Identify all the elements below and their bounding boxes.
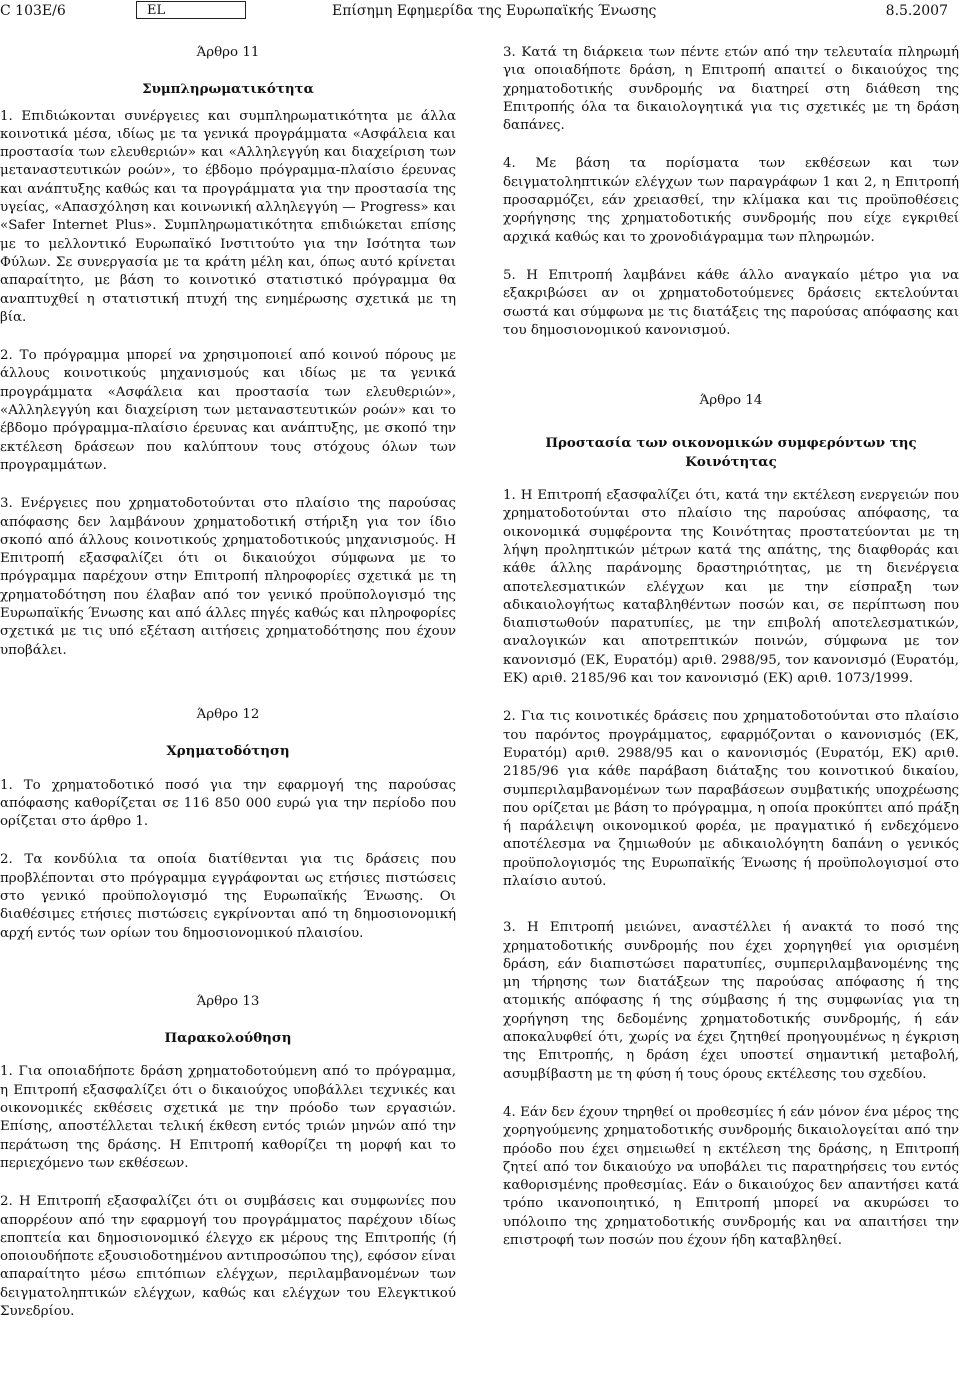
journal-title: Επίσημη Εφημερίδα της Ευρωπαϊκής Ένωσης	[332, 3, 657, 19]
article-14-paragraph-4: 4. Εάν δεν έχουν τηρηθεί οι προθεσμίες ή εάν μόνον ένα μέρος της χορηγούμενης χρηματοδοτικής συνδρομής δικαιολογείται από την πρόοδο που έχει σημειωθεί η εκτέλεση της δράσης, η Επιτροπή ζητεί από τον δικαιούχο να υποβάλει τις παρατηρήσεις του εντός καθορισμένης προθεσμίας. Εάν ο δικαιούχος δεν απαντήσει κατά τρόπο ικανοποιητικό, η Επιτροπή μπορεί να ακυρώσει το υπόλοιπο της χρηματοδοτικής συνδρομής και να απαιτήσει την επιστροφή των ποσών που έχουν ήδη καταβληθεί.	[503, 1104, 959, 1249]
article-12-title: Χρηματοδότηση	[166, 743, 290, 760]
article-11-number: Άρθρο 11	[196, 45, 260, 60]
language-box: EL	[136, 1, 246, 19]
right-column	[503, 44, 959, 1270]
article-14-paragraph-3: 3. Η Επιτροπή μειώνει, αναστέλλει ή ανακτά το ποσό της χρηματοδοτικής συνδρομής που έχει χορηγηθεί για ορισμένη δράση, εάν διαπιστώσει παρατυπίες, συμπεριλαμβανομένης της μη τήρησης των διατάξεων της παρούσας απόφασης ή της ατομικής απόφασης ή της σύμβασης ή της συμφωνίας για τη χορήγηση της δεδομένης χρηματοδοτικής συνδρομής, ή εάν αποκαλυφθεί ότι, χωρίς να έχει ζητηθεί προηγουμένως η έγκριση της Επιτροπής, η δράση έχει υποστεί σημαντική μεταβολή, ασυμβίβαστη με τη φύση ή τους όρους εκτέλεσης του σχεδίου.	[503, 920, 959, 1082]
article-13-number: Άρθρο 13	[196, 993, 260, 1009]
article-14-number: Άρθρο 14	[699, 393, 763, 409]
article-13-paragraph-5: 5. Η Επιτροπή λαμβάνει κάθε άλλο αναγκαίο μέτρο για να εξακριβώσει αν οι χρηματοδοτούμενες δράσεις εκτελούνται σωστά και σύμφωνα με τις διατάξεις της παρούσας απόφασης και του δημοσιονομικού κανονισμού.	[503, 267, 959, 338]
left-column	[0, 44, 456, 1341]
journal-code: C 103E/6	[0, 3, 66, 19]
article-11-paragraph-3: 3. Ενέργειες που χρηματοδοτούνται στο πλαίσιο της παρούσας απόφασης δεν λαμβάνουν χρηματοδοτική στήριξη για τον ίδιο σκοπό από άλλους κοινοτικούς χρηματοδοτικούς μηχανισμούς. Η Επιτροπή εξασφαλίζει ότι οι δικαιούχοι σύμφωνα με το πρόγραμμα παρέχουν στην Επιτροπή πληροφορίες σχετικά με τη χρηματοδότηση που έλαβαν από τον γενικό προϋπολογισμό της Ευρωπαϊκής Ένωσης και από άλλες πηγές καθώς και πληροφορίες σχετικά με τις υπό εξέταση αιτήσεις χρηματοδότησης που έχουν υποβάλει.	[0, 496, 456, 658]
page-header	[0, 0, 960, 22]
article-14-paragraph-1: 1. Η Επιτροπή εξασφαλίζει ότι, κατά την εκτέλεση ενεργειών που χρηματοδοτούνται στο πλαίσιο της παρούσας απόφασης, τα οικονομικά συμφέροντα της Κοινότητας προστατεύονται με τη λήψη προληπτικών μέτρων κατά της απάτης, της διαφθοράς και κάθε άλλης παράνομης δραστηριότητας, με τη διενέργεια αποτελεσματικών ελέγχων και με την είσπραξη των αδικαιολογήτως καταβληθέντων ποσών και, σε περίπτωση που διαπιστωθούν παρατυπίες, με την επιβολή αποτελεσματικών, αναλογικών και αποτρεπτικών ποινών, σύμφωνα με τον κανονισμό (ΕΚ, Ευρατόμ) αριθ. 2988/95, τον κανονισμό (Ευρατόμ, ΕΚ) αριθ. 2185/96 και τον κανονισμό (ΕΚ) αριθ. 1073/1999.	[503, 488, 959, 687]
article-12-paragraph-2: 2. Τα κονδύλια τα οποία διατίθενται για τις δράσεις που προβλέπονται στο πρόγραμμα εγγράφονται ως ετήσιες πιστώσεις στο γενικό προϋπολογισμό της Ευρωπαϊκής Ένωσης. Οι διαθέσιμες ετήσιες πιστώσεις εγκρίνονται από τη δημοσιονομική αρχή εντός των ορίων του δημοσιονομικού πλαισίου.	[0, 852, 456, 941]
article-11-paragraph-1: 1. Επιδιώκονται συνέργειες και συμπληρωματικότητα με άλλα κοινοτικά μέσα, ιδίως με τα γενικά προγράμματα «Ασφάλεια και προστασία των ελευθεριών» και «Αλληλεγγύη και διαχείριση των μεταναστευτικών ροών», το έβδομο πρόγραμμα-πλαίσιο έρευνας και ανάπτυξης καθώς και τα προγράμματα για την προστασία της υγείας, «Απασχόληση και κοινωνική αλληλεγγύη — Progress» και «Safer Internet Plus». Συμπληρωματικότητα επιδιώκεται επίσης με το μελλοντικό Ευρωπαϊκό Ινστιτούτο για την Ισότητα των Φύλων. Σε συνεργασία με τα κράτη μέλη και, όπως αυτό κρίνεται απαραίτητο, με βάση το κοινοτικό στατιστικό πρόγραμμα θα αναπτυχθεί η στατιστική πτυχή της ενημέρωσης σχετικά με τη βία.	[0, 108, 456, 325]
article-11-paragraph-2: 2. Το πρόγραμμα μπορεί να χρησιμοποιεί από κοινού πόρους με άλλους κοινοτικούς μηχανισμούς και ιδίως με τα γενικά προγράμματα «Ασφάλεια και προστασία των ελευθεριών», «Αλληλεγγύη και διαχείριση των μεταναστευτικών ροών» και το έβδομο πρόγραμμα-πλαίσιο έρευνας και ανάπτυξης, με σκοπό την εκτέλεση δράσεων που καλύπτουν τους στόχους όλων των προγραμμάτων.	[0, 348, 456, 473]
article-13-title: Παρακολούθηση	[164, 1030, 292, 1047]
article-12-paragraph-1: 1. Το χρηματοδοτικό ποσό για την εφαρμογή της παρούσας απόφασης καθορίζεται σε 116 850 000 ευρώ για την περίοδο που ορίζεται στο άρθρο 1.	[0, 777, 456, 830]
article-13-paragraph-3: 3. Κατά τη διάρκεια των πέντε ετών από την τελευταία πληρωμή για οποιαδήποτε δράση, η Επιτροπή απαιτεί ο δικαιούχος της χρηματοδοτικής συνδρομής να διατηρεί στη διάθεση της Επιτροπής όλα τα δικαιολογητικά για τις σχετικές με τη δράση δαπάνες.	[503, 45, 959, 134]
article-14-title: Προστασία των οικονομικών συμφερόντων της Κοινότητας	[545, 435, 917, 470]
issue-date: 8.5.2007	[885, 3, 948, 19]
article-13-paragraph-2: 2. Η Επιτροπή εξασφαλίζει ότι οι συμβάσεις και συμφωνίες που απορρέουν από την εφαρμογή του προγράμματος παρέχουν ιδίως εποπτεία και δημοσιονομικό έλεγχο εκ μέρους της Επιτροπής (ή οποιουδήποτε εξουσιοδοτημένου αντιπροσώπου της), εφόσον είναι απαραίτητο μέσω επιτόπιων ελέγχων, περιλαμβανομένων των δειγματοληπτικών ελέγχων, καθώς και ελέγχων του Ελεγκτικού Συνεδρίου.	[0, 1194, 456, 1320]
article-11-title: Συμπληρωματικότητα	[142, 81, 314, 98]
article-12-number: Άρθρο 12	[196, 706, 260, 722]
article-13-paragraph-4: 4. Με βάση τα πορίσματα των εκθέσεων και των δειγματοληπτικών ελέγχων των παραγράφων 1 και 2, η Επιτροπή προσαρμόζει, εάν χρειασθεί, την κλίμακα και τις προϋποθέσεις χορήγησης της χρηματοδοτικής συνδρομής που είχε εγκριθεί αρχικά καθώς και το χρονοδιάγραμμα των πληρωμών.	[503, 156, 959, 245]
article-13-paragraph-1: 1. Για οποιαδήποτε δράση χρηματοδοτούμενη από το πρόγραμμα, η Επιτροπή εξασφαλίζει ότι ο δικαιούχος υποβάλλει τεχνικές και οικονομικές εκθέσεις σχετικά με την πρόοδο των εργασιών. Επίσης, αποστέλλεται τελική έκθεση εντός τριών μηνών από την περάτωση της δράσης. Η Επιτροπή καθορίζει τη μορφή και το περιεχόμενο των εκθέσεων.	[0, 1064, 456, 1171]
article-14-paragraph-2: 2. Για τις κοινοτικές δράσεις που χρηματοδοτούνται στο πλαίσιο του παρόντος προγράμματος, εφαρμόζονται ο κανονισμός (ΕΚ, Ευρατόμ) αριθ. 2988/95 και ο κανονισμός (Ευρατόμ, ΕΚ) αριθ. 2185/96 για κάθε παράβαση διάταξης του κοινοτικού δικαίου, συμπεριλαμβανομένων των παραβάσεων συμβατικής υποχρέωσης που ορίζεται με βάση το πρόγραμμα, η οποία προκύπτει από πράξη ή παράλειψη οικονομικού φορέα, με πραγματικό ή ενδεχόμενο αποτέλεσμα να ζημιωθούν με αδικαιολόγητη δαπάνη ο γενικός προϋπολογισμός της Ευρωπαϊκής Ένωσης ή προϋπολογισμοί στο πλαίσιο αυτού.	[503, 709, 959, 889]
